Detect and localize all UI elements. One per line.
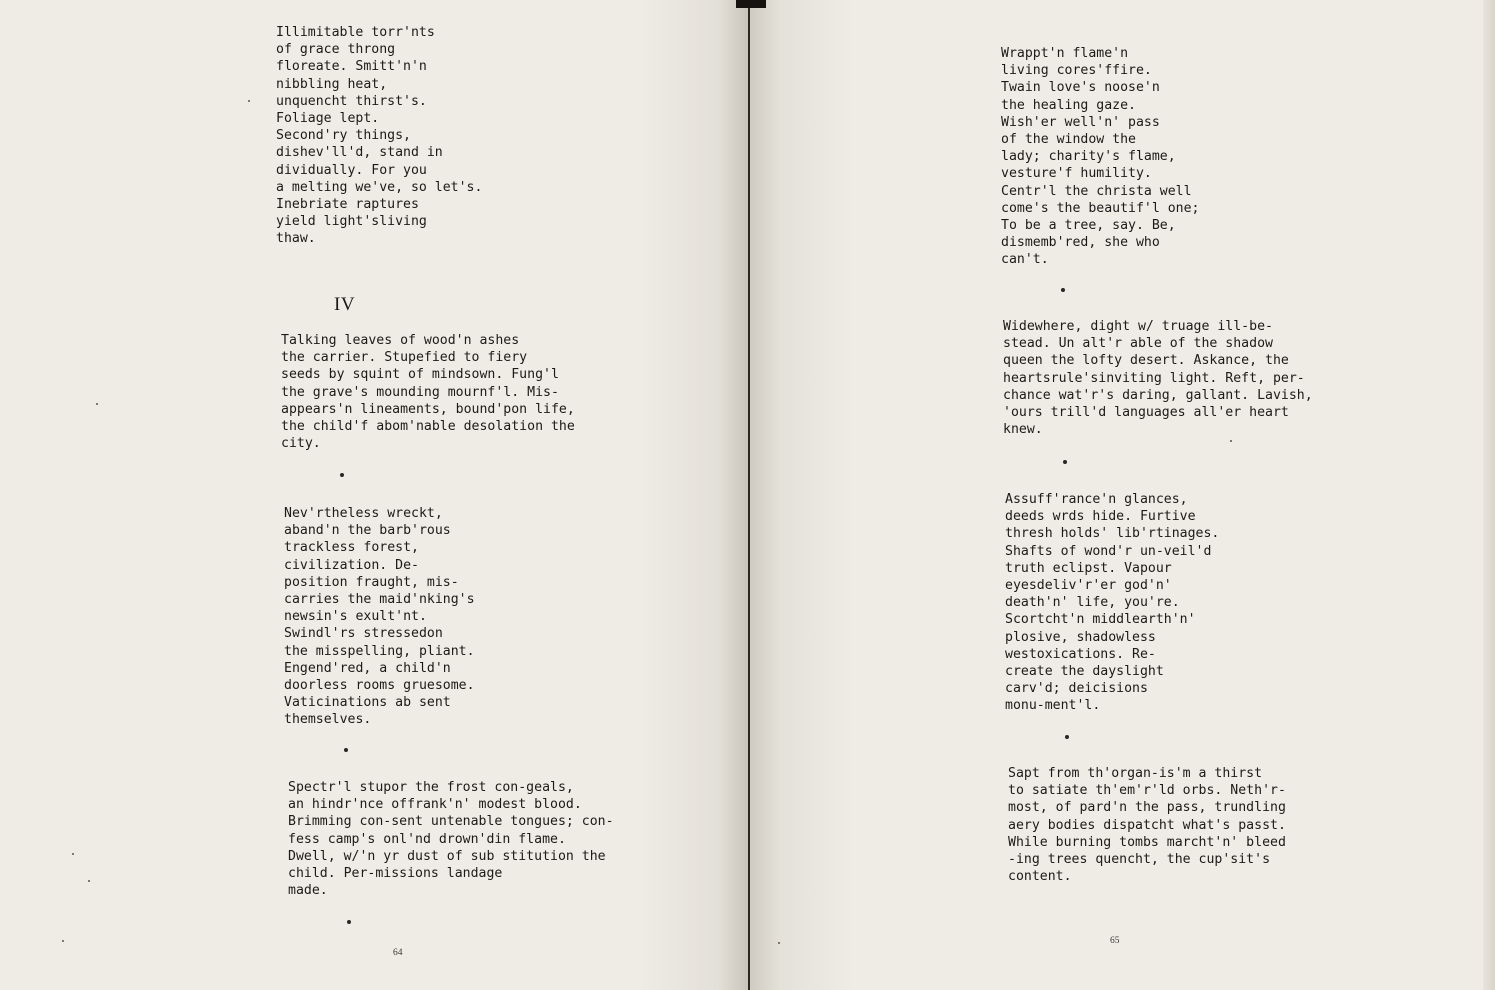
section-break-ornament: [1061, 288, 1065, 292]
paper-speck: [1230, 440, 1232, 442]
right-page: [750, 0, 1495, 990]
section-break-ornament: [347, 920, 351, 924]
left-stanza-4: Spectr'l stupor the frost con-geals, an hindr'nce offrank'n' modest blood. Brimming con-sent untenable tongues; con- fess camp's onl'nd drown'din flame. Dwell, w/'n yr dust of sub stitution the child. Per-missions landage made.: [288, 780, 614, 899]
section-break-ornament: [340, 473, 344, 477]
paper-speck: [248, 100, 250, 102]
page-number-right: 65: [1110, 936, 1120, 946]
section-break-ornament: [344, 748, 348, 752]
left-stanza-1: Illimitable torr'nts of grace throng floreate. Smitt'n'n nibbling heat, unquencht thirst's. Foliage lept. Second'ry things, dishev'll'd, stand in dividually. For you a melting we've, so let's. Inebriate raptures yield light'sliving thaw.: [276, 25, 483, 247]
page-number-left: 64: [393, 948, 403, 958]
left-stanza-3: Nev'rtheless wreckt, aband'n the barb'rous trackless forest, civilization. De- position fraught, mis- carries the maid'nking's newsin's exult'nt. Swindl'rs stressedon the misspelling, pliant. Engend'red, a child'n doorless rooms gruesome. Vaticinations ab sent themselves.: [284, 506, 475, 728]
paper-speck: [778, 942, 780, 944]
right-stanza-1: Wrappt'n flame'n living cores'ffire. Twain love's noose'n the healing gaze. Wish'er well'n' pass of the window the lady; charity's flame, vesture'f humility. Centr'l the christa well come's the beautif'l one; To be a tree, say. Be, dismemb'red, she who can't.: [1001, 46, 1200, 268]
paper-speck: [88, 880, 90, 882]
paper-speck: [96, 403, 98, 405]
paper-speck: [62, 940, 64, 942]
right-stanza-2: Widewhere, dight w/ truage ill-be- stead. Un alt'r able of the shadow queen the lofty desert. Askance, the heartsrule'sinviting light. Reft, per- chance wat'r's daring, gallant. Lavish, 'ours trill'd languages all'er heart knew.: [1003, 319, 1313, 438]
section-heading: IV: [334, 294, 356, 315]
paper-speck: [72, 853, 74, 855]
left-stanza-2: Talking leaves of wood'n ashes the carrier. Stupefied to fiery seeds by squint of mindsown. Fung'l the grave's mounding mournf'l. Mis- appears'n lineaments, bound'pon life, the child'f abom'nable desolation the city.: [281, 333, 575, 452]
book-spine-gap: [736, 0, 766, 8]
section-break-ornament: [1063, 460, 1067, 464]
right-stanza-3: Assuff'rance'n glances, deeds wrds hide. Furtive thresh holds' lib'rtinages. Shafts of wond'r un-veil'd truth eclipst. Vapour eyesdeliv'r'er god'n' death'n' life, you're. Scortcht'n middlearth'n' plosive, shadowless westoxications. Re- create the dayslight carv'd; deicisions monu-ment'l.: [1005, 492, 1220, 714]
section-break-ornament: [1065, 735, 1069, 739]
right-stanza-4: Sapt from th'organ-is'm a thirst to satiate th'em'r'ld orbs. Neth'r- most, of pard'n the pass, trundling aery bodies dispatcht what's passt. While burning tombs marcht'n' bleed -ing trees quencht, the cup'sit's content.: [1008, 766, 1286, 885]
